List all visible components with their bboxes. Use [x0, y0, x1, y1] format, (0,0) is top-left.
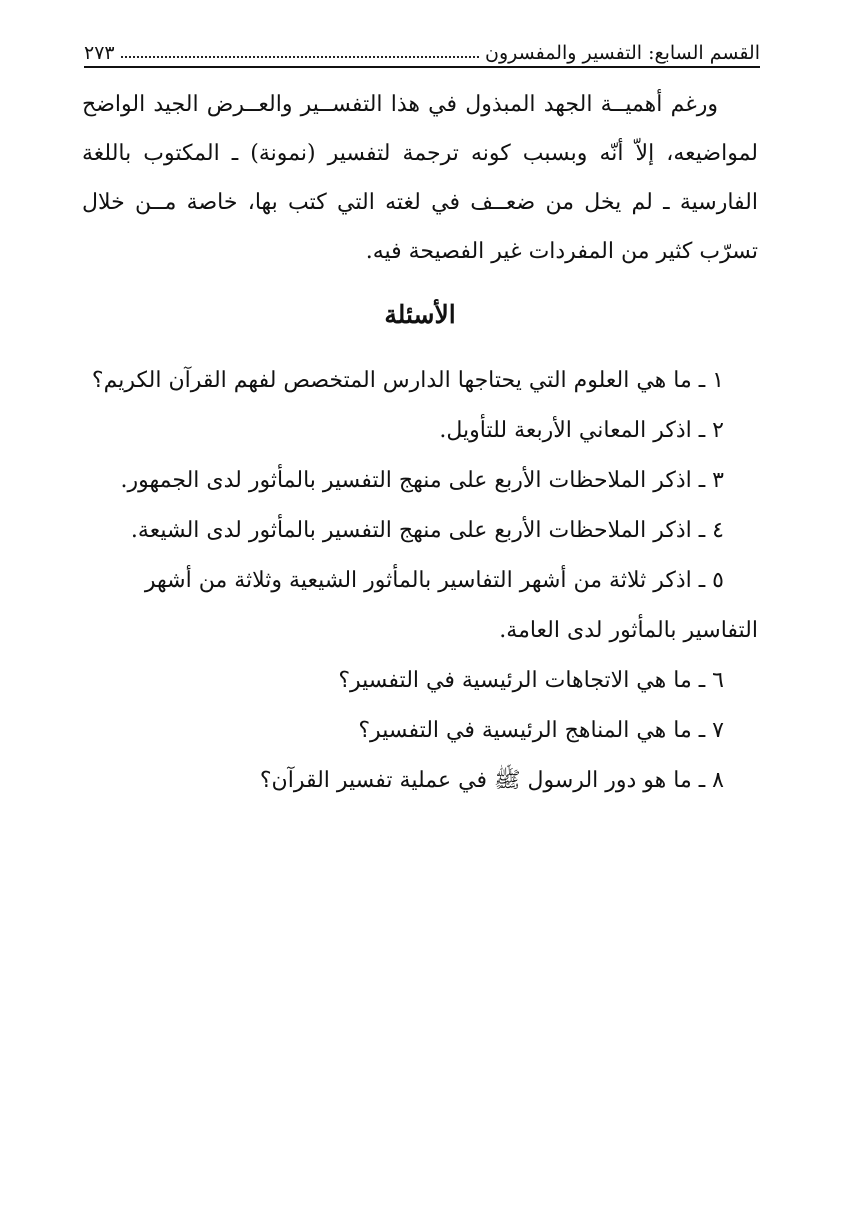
- header-rule: [84, 66, 760, 68]
- question-item-5: ٥ ـ اذكر ثلاثة من أشهر التفاسير بالمأثور الشيعية وثلاثة من أشهر التفاسير بالمأثور لدى العامة.: [144, 568, 758, 643]
- question-item-2: ٢ ـ اذكر المعاني الأربعة للتأويل.: [439, 418, 724, 443]
- intro-paragraph: ورغم أهميــة الجهد المبذول في هذا التفســير والعــرض الجيد الواضح لمواضيعه، إلاّ أنّه وبسبب كونه ترجمة لتفسير (نمونة) ـ المكتوب باللغة الفارسية ـ لم يخل من ضعــف في لغته التي كتب بها، خاصة مــن خلال تسرّب كثير من المفردات غير الفصيحة فيه.: [82, 92, 758, 264]
- question-item-1: ١ ـ ما هي العلوم التي يحتاجها الدارس المتخصص لفهم القرآن الكريم؟: [91, 368, 724, 393]
- question-item-4: ٤ ـ اذكر الملاحظات الأربع على منهج التفسير بالمأثور لدى الشيعة.: [130, 518, 724, 543]
- section-title: القسم السابع: التفسير والمفسرون: [485, 42, 760, 64]
- questions-list: [82, 356, 758, 806]
- page-number: ٢٧٣: [84, 42, 115, 64]
- questions-heading: الأسئلة: [384, 300, 456, 329]
- running-header: [84, 34, 760, 64]
- question-item-3: ٣ ـ اذكر الملاحظات الأربع على منهج التفسير بالمأثور لدى الجمهور.: [120, 468, 724, 493]
- question-item-8: ٨ ـ ما هو دور الرسول ﷺ في عملية تفسير القرآن؟: [259, 768, 724, 793]
- question-item-6: ٦ ـ ما هي الاتجاهات الرئيسية في التفسير؟: [338, 668, 724, 693]
- leader-dots: [121, 56, 479, 58]
- question-item-7: ٧ ـ ما هي المناهج الرئيسية في التفسير؟: [358, 718, 724, 743]
